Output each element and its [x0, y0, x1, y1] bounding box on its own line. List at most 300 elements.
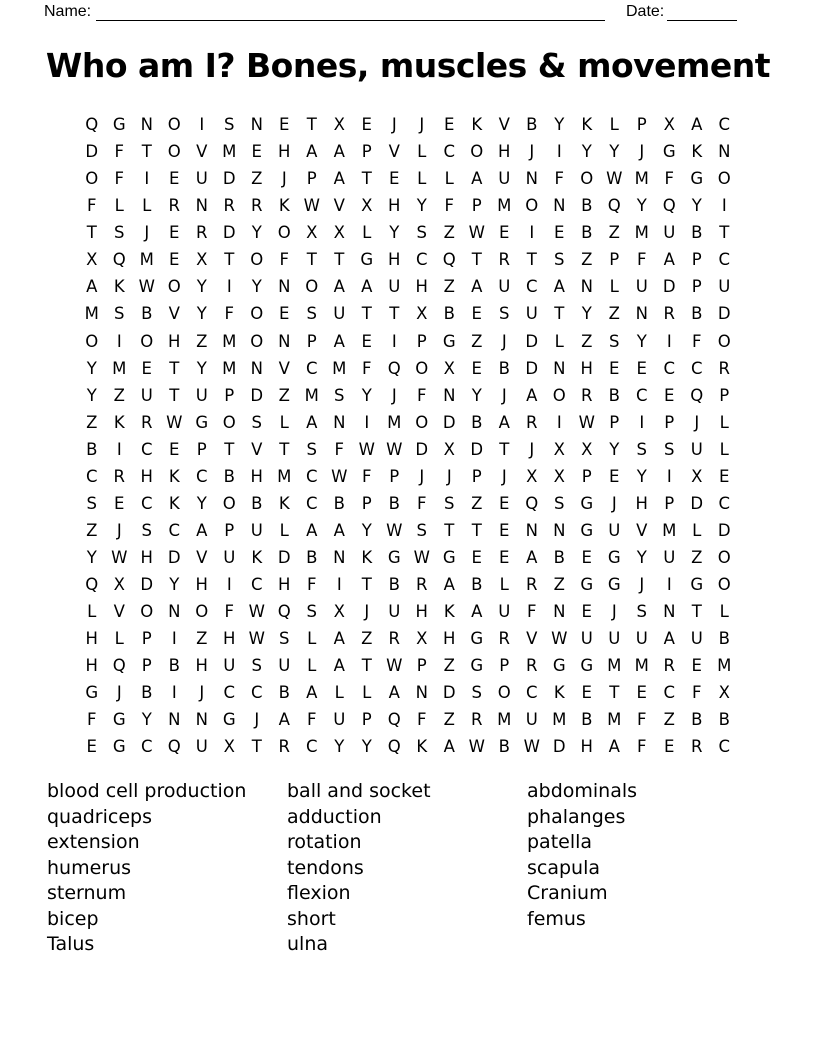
grid-letter: D: [415, 439, 429, 459]
grid-letter: C: [305, 493, 318, 513]
grid-letter: Y: [471, 385, 482, 405]
grid-letter: B: [388, 493, 400, 513]
grid-letter: C: [718, 736, 731, 756]
grid-letter: F: [417, 385, 427, 405]
grid-letter: R: [141, 412, 153, 432]
grid-letter: W: [606, 169, 623, 189]
word-list-item: phalanges: [527, 805, 626, 828]
grid-letter: A: [333, 655, 345, 675]
word-column-3: [527, 779, 637, 932]
grid-letter: K: [113, 412, 125, 432]
grid-letter: R: [196, 223, 208, 243]
grid-letter: A: [306, 520, 318, 540]
grid-letter: J: [501, 331, 507, 351]
grid-letter: P: [664, 493, 675, 513]
grid-letter: F: [554, 169, 564, 189]
grid-letter: S: [554, 493, 565, 513]
grid-letter: W: [413, 547, 430, 567]
grid-letter: Q: [387, 358, 401, 378]
word-list-item: humerus: [47, 856, 132, 879]
grid-letter: Y: [141, 709, 152, 729]
grid-letter: D: [442, 682, 456, 702]
grid-letter: F: [87, 196, 97, 216]
grid-letter: B: [388, 574, 400, 594]
grid-letter: C: [85, 466, 98, 486]
grid-letter: F: [444, 196, 454, 216]
grid-letter: W: [248, 601, 265, 621]
grid-letter: O: [717, 331, 731, 351]
grid-letter: L: [719, 601, 729, 621]
grid-letter: S: [306, 439, 317, 459]
grid-letter: L: [719, 439, 729, 459]
grid-letter: U: [498, 169, 511, 189]
grid-letter: D: [250, 385, 264, 405]
word-list-item: sternum: [47, 882, 127, 904]
grid-letter: F: [307, 709, 317, 729]
grid-letter: T: [334, 250, 345, 270]
grid-letter: Y: [169, 574, 180, 594]
grid-letter: J: [611, 601, 617, 621]
grid-letter: K: [361, 547, 373, 567]
grid-letter: U: [525, 304, 538, 324]
grid-letter: C: [525, 277, 538, 297]
word-column-1: [47, 779, 246, 958]
grid-letter: L: [279, 412, 289, 432]
grid-letter: X: [223, 736, 235, 756]
grid-letter: T: [224, 439, 235, 459]
grid-letter: N: [663, 601, 676, 621]
grid-letter: K: [416, 736, 428, 756]
grid-letter: E: [609, 358, 620, 378]
grid-letter: J: [446, 466, 452, 486]
grid-letter: K: [691, 142, 703, 162]
grid-letter: S: [636, 439, 647, 459]
grid-letter: C: [140, 439, 153, 459]
grid-letter: B: [471, 574, 483, 594]
grid-letter: Q: [387, 709, 401, 729]
grid-letter: J: [116, 682, 122, 702]
grid-letter: C: [305, 736, 318, 756]
grid-letter: J: [611, 493, 617, 513]
grid-letter: Q: [167, 736, 181, 756]
grid-letter: V: [636, 520, 648, 540]
grid-letter: S: [334, 385, 345, 405]
grid-letter: O: [415, 358, 429, 378]
grid-letter: F: [307, 574, 317, 594]
grid-letter: T: [361, 655, 372, 675]
grid-letter: W: [386, 655, 403, 675]
grid-letter: E: [141, 358, 152, 378]
grid-letter: S: [114, 304, 125, 324]
grid-letter: C: [663, 682, 676, 702]
grid-letter: G: [195, 412, 209, 432]
grid-letter: M: [662, 520, 677, 540]
grid-letter: D: [222, 223, 236, 243]
grid-letter: I: [666, 331, 672, 351]
grid-letter: C: [305, 358, 318, 378]
grid-letter: O: [552, 385, 566, 405]
grid-letter: N: [333, 412, 346, 432]
grid-letter: K: [278, 493, 290, 513]
grid-letter: A: [663, 628, 675, 648]
grid-letter: U: [388, 277, 401, 297]
grid-letter: F: [637, 250, 647, 270]
grid-letter: V: [388, 142, 400, 162]
grid-letter: O: [85, 169, 99, 189]
grid-letter: Z: [581, 331, 593, 351]
grid-letter: V: [196, 547, 208, 567]
grid-letter: W: [111, 547, 128, 567]
grid-letter: E: [719, 466, 730, 486]
grid-letter: S: [609, 331, 620, 351]
grid-letter: X: [718, 682, 730, 702]
grid-letter: E: [581, 601, 592, 621]
grid-letter: Z: [113, 385, 125, 405]
grid-letter: V: [113, 601, 125, 621]
grid-letter: R: [526, 412, 538, 432]
grid-letter: E: [444, 115, 455, 135]
grid-letter: D: [525, 358, 539, 378]
grid-letter: I: [336, 574, 342, 594]
grid-letter: E: [554, 223, 565, 243]
grid-letter: N: [140, 115, 153, 135]
grid-letter: Y: [361, 385, 372, 405]
grid-letter: F: [224, 304, 234, 324]
grid-letter: S: [664, 439, 675, 459]
grid-letter: Y: [581, 304, 592, 324]
grid-letter: P: [691, 277, 702, 297]
grid-letter: M: [112, 358, 127, 378]
grid-letter: O: [222, 412, 236, 432]
grid-letter: J: [419, 115, 425, 135]
grid-letter: S: [416, 223, 427, 243]
grid-letter: A: [663, 250, 675, 270]
grid-letter: X: [416, 304, 428, 324]
grid-letter: U: [250, 520, 263, 540]
grid-letter: C: [305, 466, 318, 486]
grid-letter: M: [607, 709, 622, 729]
grid-letter: O: [250, 304, 264, 324]
grid-letter: Q: [85, 115, 99, 135]
grid-letter: E: [86, 736, 97, 756]
grid-letter: G: [662, 142, 676, 162]
grid-letter: Y: [361, 520, 372, 540]
grid-letter: T: [471, 520, 482, 540]
grid-letter: U: [718, 277, 731, 297]
grid-letter: B: [306, 547, 318, 567]
grid-letter: H: [388, 250, 401, 270]
grid-letter: Z: [86, 412, 98, 432]
grid-letter: W: [166, 412, 183, 432]
grid-letter: H: [443, 628, 456, 648]
grid-letter: H: [278, 142, 291, 162]
grid-letter: A: [498, 412, 510, 432]
grid-letter: L: [279, 520, 289, 540]
grid-letter: L: [87, 601, 97, 621]
grid-letter: N: [553, 358, 566, 378]
grid-letter: P: [416, 655, 427, 675]
grid-letter: C: [250, 574, 263, 594]
grid-letter: E: [499, 223, 510, 243]
grid-letter: S: [499, 304, 510, 324]
grid-letter: Z: [251, 169, 263, 189]
grid-letter: O: [717, 547, 731, 567]
grid-letter: A: [86, 277, 98, 297]
grid-letter: I: [226, 574, 232, 594]
grid-letter: D: [140, 574, 154, 594]
grid-letter: C: [250, 682, 263, 702]
grid-letter: H: [580, 358, 593, 378]
grid-letter: P: [664, 412, 675, 432]
grid-letter: W: [386, 439, 403, 459]
grid-letter: E: [581, 682, 592, 702]
grid-letter: D: [690, 493, 704, 513]
grid-letter: A: [306, 412, 318, 432]
grid-letter: X: [553, 466, 565, 486]
grid-letter: H: [140, 547, 153, 567]
grid-letter: R: [388, 628, 400, 648]
grid-letter: B: [691, 709, 703, 729]
grid-letter: Y: [334, 736, 345, 756]
grid-letter: J: [254, 709, 260, 729]
grid-letter: J: [694, 412, 700, 432]
grid-letter: F: [692, 682, 702, 702]
grid-letter: H: [278, 574, 291, 594]
grid-letter: G: [607, 547, 621, 567]
grid-letter: N: [250, 115, 263, 135]
grid-letter: G: [387, 547, 401, 567]
grid-letter: H: [415, 601, 428, 621]
grid-letter: S: [306, 601, 317, 621]
grid-letter: Y: [609, 142, 620, 162]
grid-letter: M: [84, 304, 99, 324]
grid-letter: Z: [663, 709, 675, 729]
grid-letter: H: [168, 331, 181, 351]
grid-letter: C: [168, 520, 181, 540]
grid-letter: U: [525, 709, 538, 729]
grid-letter: D: [662, 277, 676, 297]
grid-letter: S: [251, 655, 262, 675]
grid-letter: T: [361, 304, 372, 324]
grid-letter: O: [85, 331, 99, 351]
grid-letter: A: [526, 547, 538, 567]
grid-letter: Y: [636, 466, 647, 486]
grid-letter: Y: [251, 223, 262, 243]
grid-letter: A: [608, 736, 620, 756]
grid-letter: P: [224, 520, 235, 540]
grid-letter: C: [415, 250, 428, 270]
grid-letter: B: [691, 304, 703, 324]
grid-letter: G: [580, 574, 594, 594]
grid-letter: E: [471, 358, 482, 378]
grid-letter: E: [471, 304, 482, 324]
grid-letter: U: [608, 520, 621, 540]
grid-letter: B: [691, 223, 703, 243]
date-blank-line: [667, 2, 737, 21]
grid-letter: C: [195, 466, 208, 486]
grid-letter: M: [139, 250, 154, 270]
grid-letter: P: [581, 466, 592, 486]
grid-letter: O: [222, 493, 236, 513]
grid-letter: H: [140, 466, 153, 486]
grid-letter: V: [168, 304, 180, 324]
word-list-item: quadriceps: [47, 805, 152, 828]
grid-letter: T: [499, 439, 510, 459]
grid-letter: Y: [554, 115, 565, 135]
grid-letter: S: [636, 601, 647, 621]
grid-letter: Y: [196, 277, 207, 297]
grid-letter: V: [278, 358, 290, 378]
grid-letter: A: [691, 115, 703, 135]
grid-letter: U: [663, 223, 676, 243]
grid-letter: A: [471, 601, 483, 621]
grid-letter: X: [333, 223, 345, 243]
grid-letter: I: [529, 223, 535, 243]
grid-letter: W: [248, 628, 265, 648]
grid-letter: J: [529, 142, 535, 162]
grid-letter: M: [607, 655, 622, 675]
grid-letter: B: [581, 196, 593, 216]
grid-letter: U: [608, 628, 621, 648]
grid-letter: F: [114, 169, 124, 189]
grid-letter: Z: [553, 574, 565, 594]
grid-letter: N: [278, 331, 291, 351]
grid-letter: U: [223, 547, 236, 567]
grid-letter: F: [362, 358, 372, 378]
grid-letter: Y: [196, 358, 207, 378]
grid-letter: Q: [277, 601, 291, 621]
grid-letter: A: [333, 277, 345, 297]
grid-letter: B: [718, 628, 730, 648]
grid-letter: R: [498, 628, 510, 648]
grid-letter: G: [580, 493, 594, 513]
grid-letter: I: [666, 574, 672, 594]
grid-letter: O: [250, 331, 264, 351]
grid-letter: I: [556, 142, 562, 162]
grid-letter: J: [501, 385, 507, 405]
grid-letter: O: [167, 115, 181, 135]
grid-letter: X: [416, 628, 428, 648]
grid-letter: R: [471, 709, 483, 729]
grid-letter: K: [443, 601, 455, 621]
grid-letter: J: [501, 466, 507, 486]
grid-letter: I: [226, 277, 232, 297]
grid-letter: L: [554, 331, 564, 351]
word-list-item: Cranium: [527, 882, 608, 904]
grid-letter: Z: [608, 304, 620, 324]
grid-letter: K: [581, 115, 593, 135]
grid-letter: E: [636, 682, 647, 702]
grid-letter: S: [86, 493, 97, 513]
grid-letter: Z: [443, 277, 455, 297]
word-list-item: ball and socket: [287, 780, 431, 802]
grid-letter: C: [525, 682, 538, 702]
grid-letter: U: [195, 385, 208, 405]
grid-letter: U: [333, 304, 346, 324]
grid-letter: N: [278, 277, 291, 297]
grid-letter: X: [86, 250, 98, 270]
grid-letter: M: [552, 709, 567, 729]
grid-letter: G: [360, 250, 374, 270]
grid-letter: D: [717, 520, 731, 540]
grid-letter: I: [116, 331, 122, 351]
grid-letter: P: [609, 250, 620, 270]
grid-letter: H: [223, 628, 236, 648]
grid-letter: T: [609, 682, 620, 702]
grid-letter: P: [719, 385, 730, 405]
grid-letter: U: [690, 628, 703, 648]
grid-letter: L: [307, 628, 317, 648]
grid-letter: A: [526, 385, 538, 405]
grid-letter: H: [85, 655, 98, 675]
grid-letter: U: [223, 655, 236, 675]
grid-letter: I: [556, 412, 562, 432]
grid-letter: Y: [609, 439, 620, 459]
grid-letter: F: [417, 709, 427, 729]
grid-letter: E: [499, 520, 510, 540]
grid-letter: L: [444, 169, 454, 189]
grid-letter: M: [222, 331, 237, 351]
grid-letter: A: [388, 682, 400, 702]
grid-letter: T: [526, 250, 537, 270]
grid-letter: B: [333, 493, 345, 513]
grid-letter: U: [333, 709, 346, 729]
grid-letter: Y: [86, 385, 97, 405]
grid-letter: B: [141, 682, 153, 702]
grid-letter: B: [553, 547, 565, 567]
grid-letter: C: [690, 358, 703, 378]
grid-letter: O: [305, 277, 319, 297]
grid-letter: N: [333, 547, 346, 567]
grid-letter: X: [663, 115, 675, 135]
grid-letter: P: [636, 115, 647, 135]
word-list-item: rotation: [287, 831, 362, 853]
grid-letter: I: [171, 682, 177, 702]
grid-letter: O: [525, 196, 539, 216]
grid-letter: D: [525, 331, 539, 351]
grid-letter: M: [634, 655, 649, 675]
word-search-grid: [78, 112, 738, 761]
grid-letter: I: [639, 412, 645, 432]
grid-letter: X: [526, 466, 538, 486]
grid-letter: C: [223, 682, 236, 702]
grid-letter: P: [471, 466, 482, 486]
grid-letter: E: [499, 493, 510, 513]
grid-letter: H: [195, 655, 208, 675]
grid-letter: G: [470, 628, 484, 648]
grid-letter: F: [87, 709, 97, 729]
grid-letter: O: [717, 169, 731, 189]
grid-letter: A: [196, 520, 208, 540]
grid-letter: L: [334, 682, 344, 702]
grid-letter: T: [141, 142, 152, 162]
grid-letter: W: [468, 736, 485, 756]
grid-letter: G: [222, 709, 236, 729]
grid-letter: A: [278, 709, 290, 729]
grid-letter: L: [417, 142, 427, 162]
grid-letter: B: [86, 439, 98, 459]
grid-letter: G: [580, 655, 594, 675]
grid-letter: E: [471, 547, 482, 567]
grid-letter: F: [279, 250, 289, 270]
grid-letter: V: [526, 628, 538, 648]
grid-letter: I: [391, 331, 397, 351]
grid-letter: K: [168, 493, 180, 513]
word-list-item: short: [287, 907, 336, 930]
grid-letter: O: [580, 169, 594, 189]
grid-letter: V: [251, 439, 263, 459]
grid-letter: U: [140, 385, 153, 405]
